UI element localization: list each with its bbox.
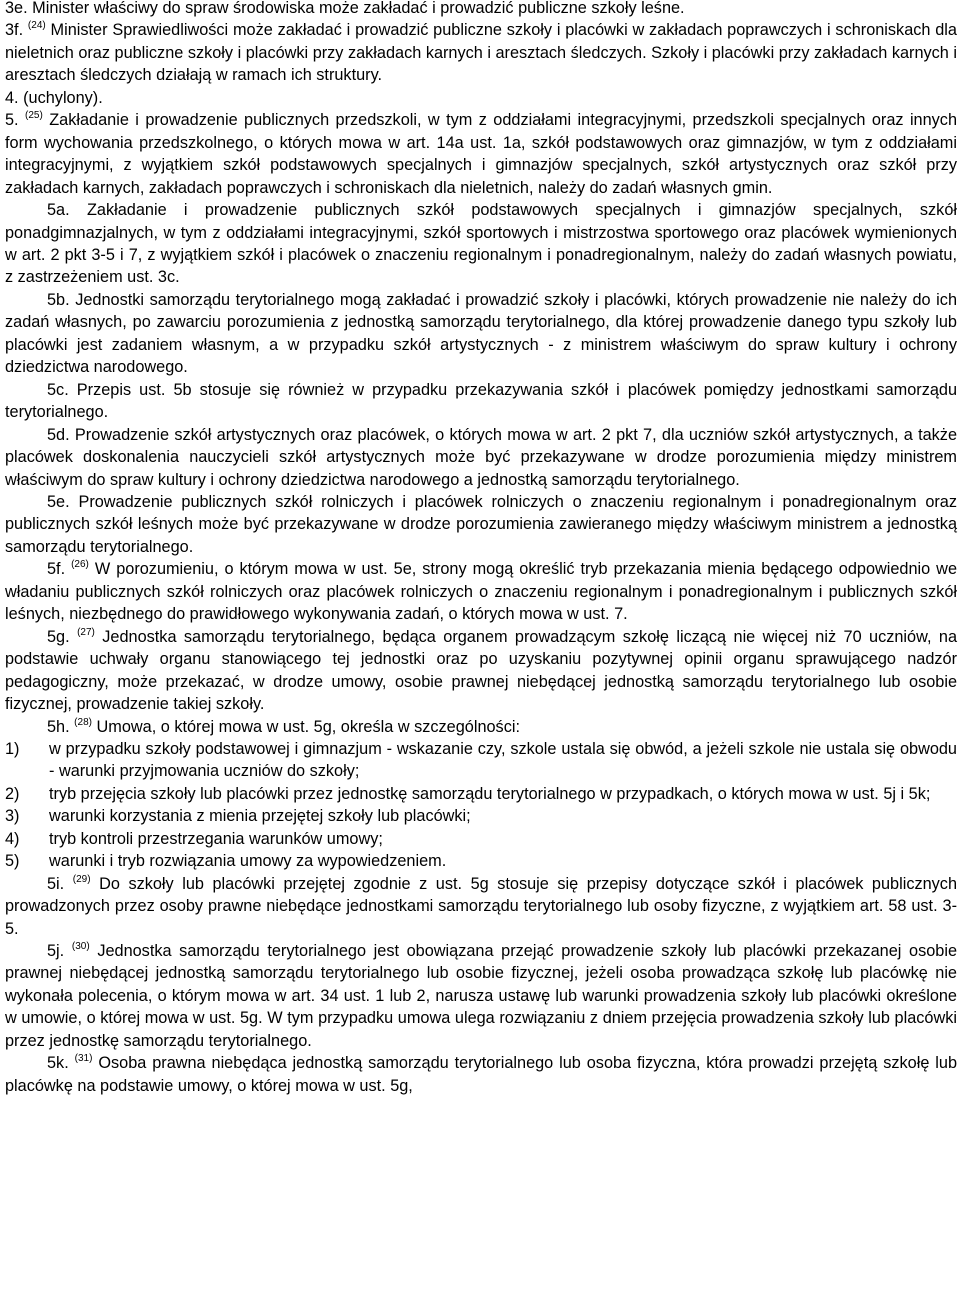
paragraph-text: Jednostka samorządu terytorialnego, będąca organem prowadzącym szkołę liczącą nie więcej niż 70 uczniów, na podstawie uchwały organu stanowiącego tej jednostki oraz po uzyskaniu pozytywnej opinii organu sprawującego nadzór pedagogiczny, może przekazać, w drodze umowy, osobie prawnej niebędącej jednostką samorządu terytorialnego lub osobie fizycznej, prowadzenie takiej szkoły.	[5, 627, 958, 714]
paragraph-5	[5, 109, 957, 199]
paragraph-label: 4.	[5, 88, 19, 107]
paragraph-label: 5g.	[47, 627, 70, 646]
paragraph-text: Osoba prawna niebędąca jednostką samorządu terytorialnego lub osoba fizyczna, która prowadzi przejętą szkołę lub placówkę na podstawie umowy, o której mowa w ust. 5g,	[5, 1054, 957, 1095]
list-item	[5, 828, 957, 850]
list-item	[5, 738, 957, 783]
paragraph-text: Minister właściwy do spraw środowiska może zakładać i prowadzić publiczne szkoły leśne.	[32, 0, 685, 17]
paragraph-label: 5d.	[47, 425, 70, 444]
list-item-number: 4)	[5, 829, 20, 848]
paragraph-label: 5j.	[47, 942, 65, 961]
paragraph-text: Minister Sprawiedliwości może zakładać i prowadzić publiczne szkoły i placówki w zakładach poprawczych i schroniskach dla nieletnich oraz publiczne szkoły i placówki przy zakładach karnych i aresztach śledczych. Szkoły i placówki przy zakładach karnych i aresztach śledczych działają w ramach ich struktury.	[5, 21, 957, 85]
paragraph-5d	[5, 424, 957, 491]
list-item-text: warunki korzystania z mienia przejętej szkoły lub placówki;	[49, 807, 471, 826]
paragraph-text: (uchylony).	[23, 88, 103, 107]
list-item	[5, 850, 957, 872]
footnote-ref: (26)	[71, 559, 89, 571]
list-item	[5, 805, 957, 827]
footnote-ref: (27)	[77, 626, 95, 638]
paragraph-text: W porozumieniu, o którym mowa w ust. 5e, strony mogą określić tryb przekazania mienia będącego odpowiednio we władaniu publicznych szkół rolniczych oraz placówek rolniczych o znaczeniu regionalnym i ponadregionalnym i publicznych szkół leśnych, niezbędnego do prawidłowego wykonywania zadań, o których mowa w ust. 7.	[5, 560, 957, 624]
list-item-text: tryb przejęcia szkoły lub placówki przez jednostkę samorządu terytorialnego w przypadkach, o których mowa w ust. 5j i 5k;	[49, 784, 931, 803]
list-item-number: 1)	[5, 739, 20, 758]
footnote-ref: (29)	[72, 873, 91, 885]
paragraph-5h	[5, 716, 957, 738]
paragraph-label: 5h.	[47, 717, 70, 736]
paragraph-label: 5k.	[47, 1054, 69, 1073]
paragraph-label: 5f.	[47, 560, 66, 579]
list-item-number: 3)	[5, 807, 20, 826]
paragraph-3f	[5, 19, 957, 86]
paragraph-label: 3f.	[5, 21, 24, 40]
paragraph-5k	[5, 1052, 957, 1097]
footnote-ref: (31)	[74, 1053, 93, 1065]
footnote-ref: (24)	[27, 20, 46, 32]
footnote-ref: (30)	[71, 941, 90, 953]
paragraph-label: 5c.	[47, 380, 69, 399]
paragraph-text: Prowadzenie publicznych szkół rolniczych i placówek rolniczych o znaczeniu regionalnym i ponadregionalnym oraz publicznych szkół leśnych może być przekazywane w drodze porozumienia zawieranego między właściwym ministrem a jednostką samorządu terytorialnego.	[5, 492, 957, 556]
paragraph-5a	[5, 199, 957, 289]
paragraph-label: 3e.	[5, 0, 28, 17]
paragraph-text: Zakładanie i prowadzenie publicznych szkół podstawowych specjalnych i gimnazjów specjalnych, szkół ponadgimnazjalnych, w tym z oddziałami integracyjnymi, szkół sportowych i mistrzostwa sportowego oraz placówek wymienionych w art. 2 pkt 3-5 i 7, z wyjątkiem szkół i placówek o znaczeniu regionalnym i ponadregionalnym, należy do zadań własnych powiatu, z zastrzeżeniem ust. 3c.	[5, 201, 957, 287]
list-item-number: 5)	[5, 852, 20, 871]
paragraph-text: Do szkoły lub placówki przejętej zgodnie z ust. 5g stosuje się przepisy dotyczące szkół i placówek publicznych prowadzonych przez osoby prawne niebędące jednostkami samorządu terytorialnego lub osoby fizyczne, z wyjątkiem art. 58 ust. 3-5.	[5, 874, 957, 938]
paragraph-4	[5, 87, 957, 109]
paragraph-text: Jednostki samorządu terytorialnego mogą zakładać i prowadzić szkoły i placówki, których prowadzenie nie należy do ich zadań własnych, po zawarciu porozumienia z jednostką samorządu terytorialnego, dla której prowadzenie danego typu szkoły lub placówki jest zadaniem własnym, a w przypadku szkół artystycznych - z ministrem właściwym do spraw kultury i ochrony dziedzictwa narodowego.	[5, 290, 957, 377]
list-item-text: tryb kontroli przestrzegania warunków umowy;	[49, 829, 383, 848]
paragraph-label: 5a.	[47, 201, 70, 220]
paragraph-5b	[5, 289, 957, 379]
paragraph-text: Zakładanie i prowadzenie publicznych przedszkoli, w tym z oddziałami integracyjnymi, przedszkoli specjalnych oraz innych form wychowania przedszkolnego, o których mowa w art. 14a ust. 1a, szkół podstawowych oraz gimnazjów, w tym z oddziałami integracyjnymi, z wyjątkiem szkół podstawowych specjalnych i gimnazjów specjalnych, szkół artystycznych oraz szkół przy zakładach karnych, zakładach poprawczych i schroniskach dla nieletnich, należy do zadań własnych gmin.	[5, 111, 958, 197]
list-item	[5, 783, 957, 805]
paragraph-3e	[5, 0, 957, 19]
paragraph-5f	[5, 558, 957, 625]
paragraph-text: Jednostka samorządu terytorialnego jest obowiązana przejąć prowadzenie szkoły lub placówki przekazanej osobie prawnej niebędącej jednostką samorządu terytorialnego lub osobie fizycznej, jeżeli osoba prowadząca szkołę lub placówkę nie wykonała polecenia, o którym mowa w art. 34 ust. 1 lub 2, narusza ustawę lub warunki prowadzenia szkoły lub placówki określone w umowie, o której mowa w ust. 5g. W tym przypadku umowa ulega rozwiązaniu z dniem przejęcia prowadzenia szkoły lub placówki przez jednostkę samorządu terytorialnego.	[5, 942, 957, 1050]
paragraph-5e	[5, 491, 957, 558]
list-item-text: w przypadku szkoły podstawowej i gimnazjum - wskazanie czy, szkole ustala się obwód, a jeżeli szkole nie ustala się obwodu - warunki przyjmowania uczniów do szkoły;	[49, 739, 957, 781]
paragraph-label: 5.	[5, 111, 19, 130]
paragraph-text: Umowa, o której mowa w ust. 5g, określa w szczególności:	[96, 717, 520, 736]
list-item-text: warunki i tryb rozwiązania umowy za wypowiedzeniem.	[49, 852, 447, 871]
paragraph-text: Przepis ust. 5b stosuje się również w przypadku przekazywania szkół i placówek pomiędzy jednostkami samorządu terytorialnego.	[5, 380, 957, 422]
footnote-ref: (25)	[25, 110, 43, 122]
paragraph-5g	[5, 626, 957, 716]
paragraph-5j	[5, 940, 957, 1052]
footnote-ref: (28)	[74, 716, 92, 728]
paragraph-text: Prowadzenie szkół artystycznych oraz placówek, o których mowa w art. 2 pkt 7, dla uczniów szkół artystycznych, a także placówek doskonalenia nauczycieli szkół artystycznych może być przekazywane w drodze porozumienia między ministrem właściwym do spraw kultury i ochrony dziedzictwa narodowego a jednostką samorządu terytorialnego.	[5, 425, 957, 489]
paragraph-label: 5b.	[47, 290, 70, 309]
paragraph-5i	[5, 873, 957, 940]
document-page	[5, 0, 957, 1097]
paragraph-label: 5e.	[47, 492, 70, 511]
paragraph-label: 5i.	[47, 874, 65, 893]
paragraph-5c	[5, 379, 957, 424]
list-item-number: 2)	[5, 784, 20, 803]
